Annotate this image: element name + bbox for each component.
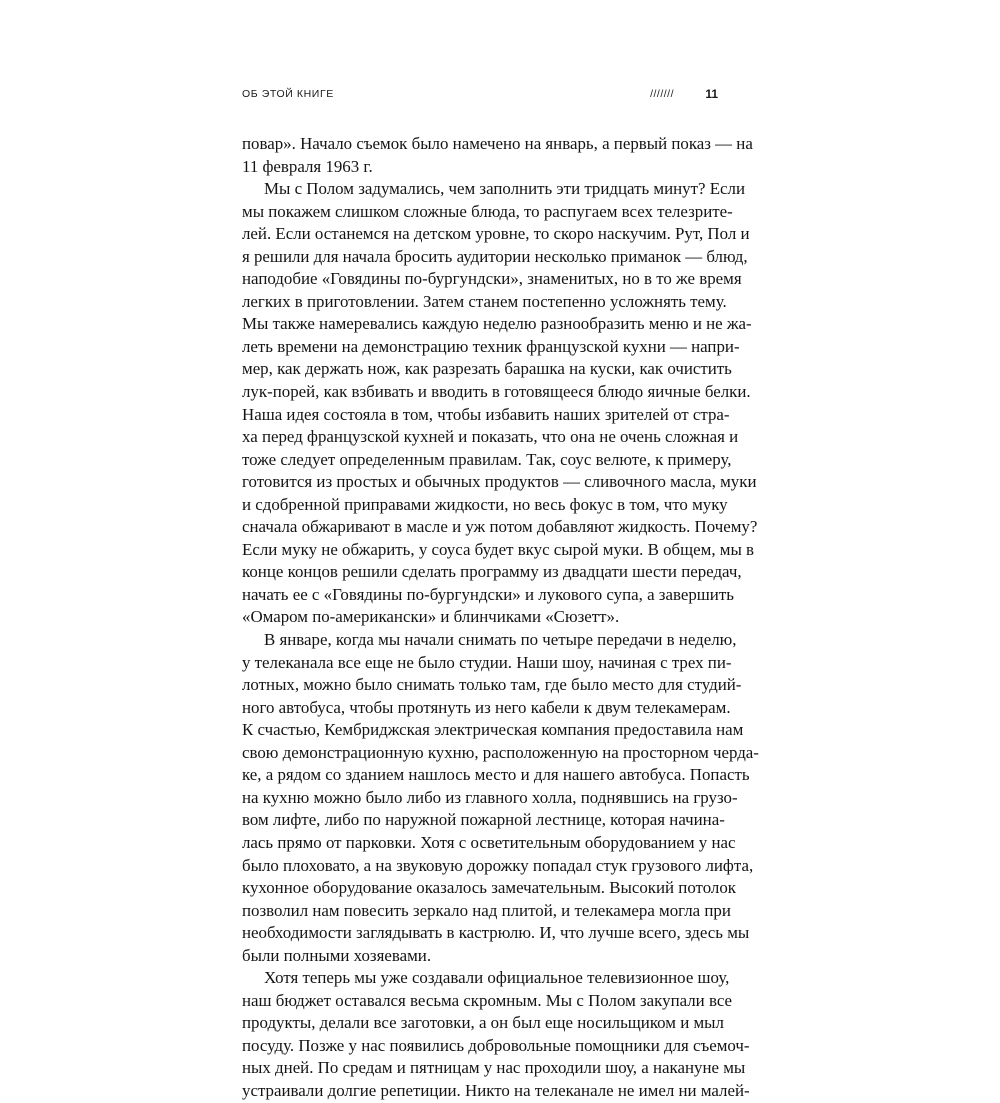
text-line: необходимости заглядывать в кастрюлю. И, что лучше всего, здесь мы bbox=[242, 923, 750, 943]
text-line: лей. Если останемся на детском уровне, то скоро наскучим. Рут, Пол и bbox=[242, 224, 750, 244]
running-header bbox=[242, 88, 718, 104]
text-line: кухонное оборудование оказалось замечательным. Высокий потолок bbox=[242, 878, 737, 898]
text-line: я решили для начала бросить аудитории несколько приманок — блюд, bbox=[242, 246, 748, 266]
text-line: ных дней. По средам и пятницам у нас проходили шоу, а накануне мы bbox=[242, 1058, 746, 1078]
paragraph bbox=[242, 133, 753, 178]
text-line: Мы также намеревались каждую неделю разнообразить меню и не жа- bbox=[242, 314, 752, 334]
text-line: сначала обжаривают в масле и уж потом добавляют жидкость. Почему? bbox=[242, 517, 758, 537]
text-line: мер, как держать нож, как разрезать барашка на куски, как очистить bbox=[242, 359, 732, 379]
body-text bbox=[242, 133, 759, 1103]
text-line: было плоховато, а на звуковую дорожку попадал стук грузового лифта, bbox=[242, 855, 754, 875]
text-line: лотных, можно было снимать только там, где было место для студий- bbox=[242, 675, 742, 695]
text-line: конце концов решили сделать программу из двадцати шести передач, bbox=[242, 562, 742, 582]
text-line: ке, а рядом со зданием нашлось место и для нашего автобуса. Попасть bbox=[242, 765, 750, 785]
text-line: начать ее с «Говядины по-бургундски» и лукового супа, а завершить bbox=[242, 584, 734, 604]
header-ornament: /////// bbox=[650, 88, 674, 100]
text-line: у телеканала все еще не было студии. Наши шоу, начиная с трех пи- bbox=[242, 652, 732, 672]
text-line: 11 февраля 1963 г. bbox=[242, 156, 373, 176]
text-line: лук-порей, как взбивать и вводить в готовящееся блюдо яичные белки. bbox=[242, 382, 751, 402]
text-line: наподобие «Говядины по-бургундски», знаменитых, но в то же время bbox=[242, 269, 742, 289]
text-line: наш бюджет оставался весьма скромным. Мы с Полом закупали все bbox=[242, 990, 733, 1010]
text-line: посуду. Позже у нас появились добровольные помощники для съемоч- bbox=[242, 1035, 750, 1055]
paragraph bbox=[242, 178, 758, 629]
text-line: тоже следует определенным правилам. Так, соус велюте, к примеру, bbox=[242, 449, 732, 469]
text-line: повар». Начало съемок было намечено на январь, а первый показ — на bbox=[242, 134, 753, 153]
text-line: К счастью, Кембриджская электрическая компания предоставила нам bbox=[242, 720, 744, 740]
paragraph bbox=[242, 629, 759, 967]
text-line: лась прямо от парковки. Хотя с осветительным оборудованием у нас bbox=[242, 832, 736, 852]
text-line: Наша идея состояла в том, чтобы избавить наших зрителей от стра- bbox=[242, 404, 730, 424]
text-line: легких в приготовлении. Затем станем постепенно усложнять тему. bbox=[242, 291, 727, 311]
text-line: ного автобуса, чтобы протянуть из него кабели к двум телекамерам. bbox=[242, 697, 731, 717]
text-line: «Омаром по-американски» и блинчиками «Сюзетт». bbox=[242, 607, 620, 627]
text-line: устраивали долгие репетиции. Никто на телеканале не имел ни малей- bbox=[242, 1080, 750, 1100]
text-line: были полными хозяевами. bbox=[242, 945, 432, 965]
text-line: мы покажем слишком сложные блюда, то распугаем всех телезрите- bbox=[242, 201, 733, 221]
text-line: свою демонстрационную кухню, расположенную на просторном черда- bbox=[242, 742, 759, 762]
text-line: готовится из простых и обычных продуктов — сливочного масла, муки bbox=[242, 472, 757, 492]
page-number: 11 bbox=[705, 87, 718, 101]
text-line: В январе, когда мы начали снимать по четыре передачи в неделю, bbox=[264, 630, 737, 650]
running-title: ОБ ЭТОЙ КНИГЕ bbox=[242, 88, 334, 100]
text-line: продукты, делали все заготовки, а он был еще носильщиком и мыл bbox=[242, 1013, 724, 1033]
text-line: ха перед французской кухней и показать, что она не очень сложная и bbox=[242, 427, 739, 447]
text-line: Хотя теперь мы уже создавали официальное телевизионное шоу, bbox=[264, 968, 730, 988]
text-line: леть времени на демонстрацию техник французской кухни — напри- bbox=[242, 336, 740, 356]
text-line: на кухню можно было либо из главного холла, поднявшись на грузо- bbox=[242, 787, 738, 807]
text-line: и сдобренной приправами жидкости, но весь фокус в том, что муку bbox=[242, 494, 728, 514]
text-line: вом лифте, либо по наружной пожарной лестнице, которая начина- bbox=[242, 810, 725, 830]
text-line: Если муку не обжарить, у соуса будет вкус сырой муки. В общем, мы в bbox=[242, 539, 755, 559]
paragraph bbox=[242, 967, 750, 1102]
text-line: позволил нам повесить зеркало над плитой, и телекамера могла при bbox=[242, 900, 731, 920]
text-line: Мы с Полом задумались, чем заполнить эти тридцать минут? Если bbox=[264, 179, 745, 199]
